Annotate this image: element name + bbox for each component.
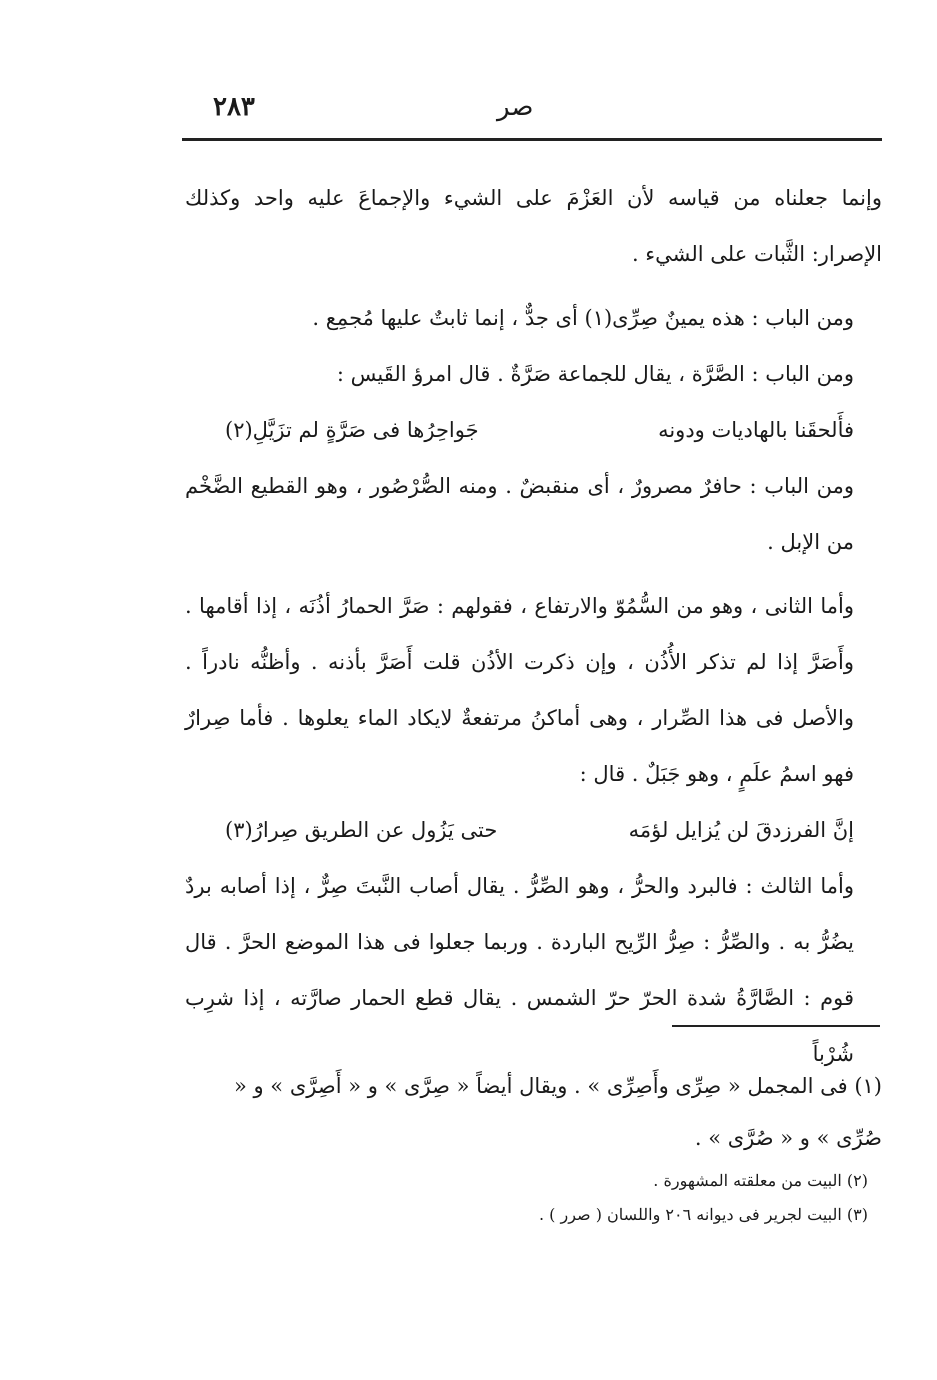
footnote-1: (١) فى المجمل « صِرِّى وأَصِرِّى » . ويقال أيضاً « صِرَّى » و « أَصِرَّى » و « صُرِّى » و « صُرَّى » . bbox=[233, 1074, 882, 1150]
paragraph-4: ومن الباب : حافرٌ مصرورٌ ، أى منقبضٌ . ومنه الصُّرْصُور ، وهو القطيع الضَّخْم من الإبل . bbox=[185, 474, 854, 554]
paragraph-6: وأما الثالث : فالبرد والحرُّ ، وهو الصِّرُّ . يقال أصاب النَّبتَ صِرٌّ ، إذا أصابه بردٌ يضُرُّ به . والصِّرُّ : صِرُّ الرِّيح الباردة . وربما جعلوا فى هذا الموضع الحرَّ . قال قوم : الصَّارَّةُ شدة الحرّ حرّ الشمس . يقال قطع الحمار صارَّته ، إذا شرِب شُرْباً bbox=[185, 874, 854, 1066]
verse-1-hemistich-first: فأَلحقَنا بالهاديات ودونه bbox=[658, 418, 854, 442]
footnotes bbox=[185, 1060, 882, 1232]
main-text bbox=[185, 170, 882, 1082]
page-header bbox=[175, 92, 882, 132]
paragraph-2: ومن الباب : هذه يمينٌ صِرِّى(١) أى جدٌّ ، إنما ثابتٌ عليها مُجمِع . bbox=[312, 306, 854, 330]
paragraph-3: ومن الباب : الصَّرَّة ، يقال للجماعة صَرَّةٌ . قال امرؤ القَيس : bbox=[336, 362, 854, 386]
footnote-2: (٢) البيت من معلقته المشهورة . bbox=[653, 1171, 868, 1190]
running-head: صر bbox=[497, 92, 534, 122]
header-rule bbox=[182, 138, 882, 141]
paragraph-1: وإنما جعلناه من قياسه لأن العَزْمَ على الشيء والإجماعَ عليه واحد وكذلك الإصرار: الثَّبات على الشيء . bbox=[185, 186, 882, 266]
verse-2-hemistich-first: إنَّ الفرزدقَ لن يُزايل لؤمَه bbox=[628, 818, 854, 842]
page-number: ٢٨٣ bbox=[213, 92, 255, 122]
verse-2-hemistich-second: حتى يَزُول عن الطريق صِرارُ(٣) bbox=[225, 818, 498, 842]
paragraph-5: وأما الثانى ، وهو من السُّمُوّ والارتفاع ، فقولهم : صَرَّ الحمارُ أذُنَه ، إذا أقامها . وأَصَرَّ إذا لم تذكر الأُذُن ، وإن ذكرت الأذُن قلت أَصَرَّ بأذنه . وأظنُّه نادراً . والأصل فى هذا الصِّرار ، وهى أماكنُ مرتفعةٌ لايكاد الماء يعلوها . فأما صِرارٌ فهو اسمُ علَمٍ ، وهو جَبَلٌ . قال : bbox=[185, 594, 854, 786]
verse-2 bbox=[185, 802, 882, 858]
verse-1 bbox=[185, 402, 882, 458]
footnote-rule bbox=[672, 1025, 880, 1027]
footnote-3: (٣) البيت لجرير فى ديوانه ٢٠٦ واللسان ( صرر ) . bbox=[539, 1205, 868, 1224]
verse-1-hemistich-second: جَواحِرُها فى صَرَّةٍ لم تزَيَّلِ(٢) bbox=[225, 418, 479, 442]
